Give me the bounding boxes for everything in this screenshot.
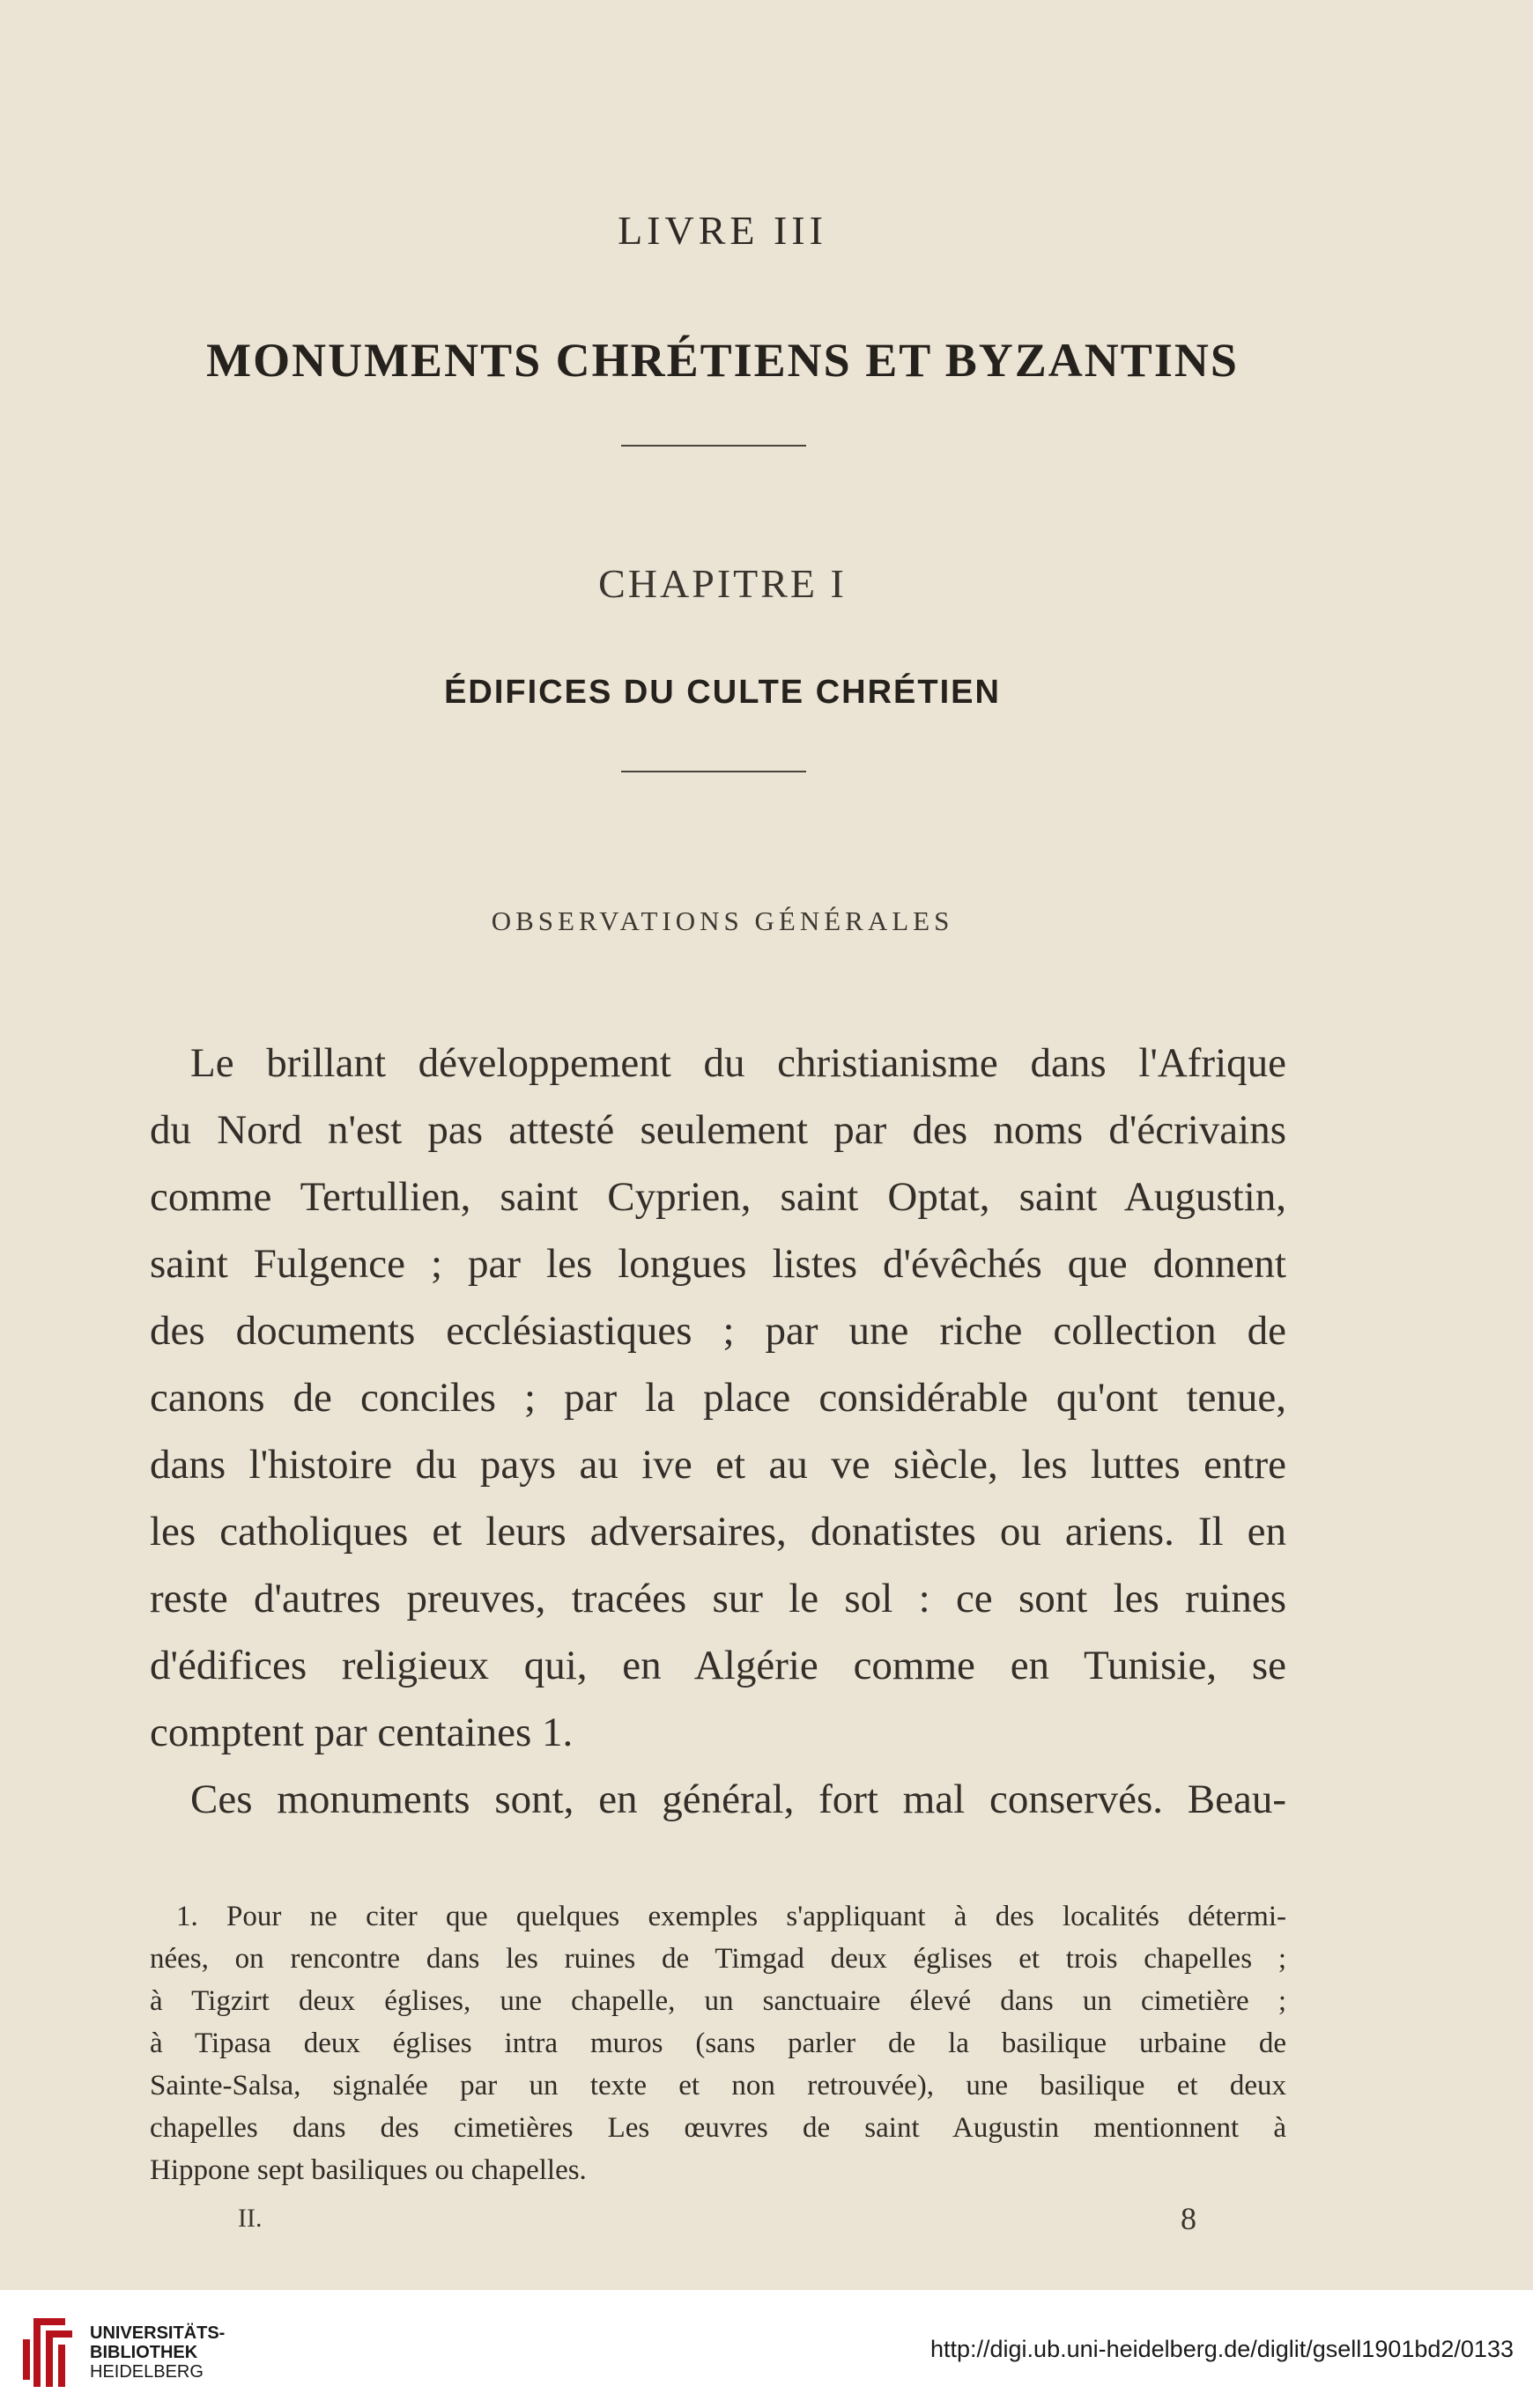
section-heading: OBSERVATIONS GÉNÉRALES <box>491 905 954 936</box>
footnote-line: nées, on rencontre dans les ruines de Timgad deux églises et trois chapelles ; <box>150 1943 1286 1975</box>
body-line: comme Tertullien, saint Cyprien, saint Optat, saint Augustin, <box>150 1174 1286 1220</box>
book-part-heading: LIVRE III <box>618 208 827 253</box>
page-number: 8 <box>1181 2201 1196 2236</box>
footnote-line: Sainte-Salsa, signalée par un texte et non retrouvée), une basilique et deux <box>150 2070 1286 2101</box>
body-line: Ces monuments sont, en général, fort mal conservés. Beau- <box>190 1776 1286 1822</box>
heidelberg-library-logo-icon <box>16 2313 79 2392</box>
chapter-heading: CHAPITRE I <box>598 561 847 606</box>
chapter-title: ÉDIFICES DU CULTE CHRÉTIEN <box>444 674 1001 711</box>
footnote-line: à Tipasa deux églises intra muros (sans parler de la basilique urbaine de <box>150 2028 1286 2059</box>
institution-line: HEIDELBERG <box>90 2362 204 2382</box>
footnote-line: 1. Pour ne citer que quelques exemples s'appliquant à des localités détermi- <box>176 1901 1286 1932</box>
divider-rule <box>621 445 806 447</box>
printer-signature: II. <box>238 2204 263 2233</box>
divider-rule <box>621 771 806 772</box>
body-line: dans l'histoire du pays au ive et au ve siècle, les luttes entre <box>150 1442 1286 1488</box>
body-line: comptent par centaines 1. <box>150 1710 574 1755</box>
institution-line: BIBLIOTHEK <box>90 2343 198 2362</box>
body-line: reste d'autres preuves, tracées sur le sol : ce sont les ruines <box>150 1576 1286 1621</box>
body-line: des documents ecclésiastiques ; par une riche collection de <box>150 1308 1286 1354</box>
footnote-line: à Tigzirt deux églises, une chapelle, un sanctuaire élevé dans un cimetière ; <box>150 1985 1286 2017</box>
source-url-link[interactable]: http://digi.ub.uni-heidelberg.de/diglit/gsell1901bd2/0133 <box>929 2336 1514 2362</box>
institution-line: UNIVERSITÄTS- <box>90 2323 226 2343</box>
body-line: Le brillant développement du christianisme dans l'Afrique <box>190 1040 1286 1086</box>
footnote-line: chapelles dans des cimetières Les œuvres de saint Augustin mentionnent à <box>150 2112 1286 2144</box>
footnote-line: Hippone sept basiliques ou chapelles. <box>150 2154 587 2186</box>
body-line: saint Fulgence ; par les longues listes d'évêchés que donnent <box>150 1241 1286 1287</box>
book-title: MONUMENTS CHRÉTIENS ET BYZANTINS <box>206 334 1239 387</box>
institution-name <box>90 2323 225 2382</box>
body-line: du Nord n'est pas attesté seulement par des noms d'écrivains <box>150 1107 1286 1153</box>
body-line: canons de conciles ; par la place considérable qu'ont tenue, <box>150 1375 1286 1421</box>
body-line: les catholiques et leurs adversaires, donatistes ou ariens. Il en <box>150 1509 1286 1555</box>
footer-bar <box>0 2290 1533 2408</box>
body-line: d'édifices religieux qui, en Algérie comme en Tunisie, se <box>150 1643 1286 1688</box>
